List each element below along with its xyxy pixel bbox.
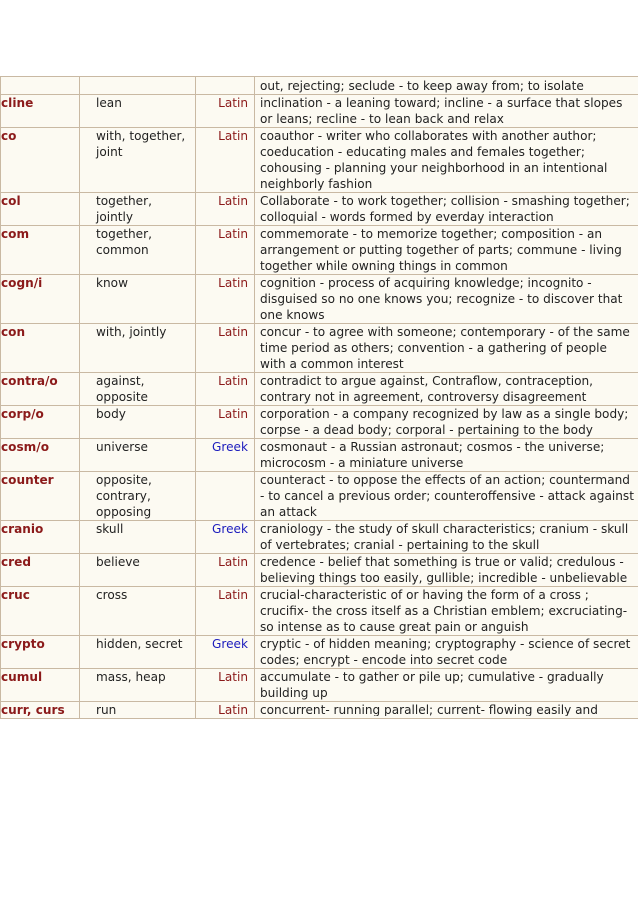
table-row	[1, 128, 638, 193]
meaning-cell: hidden, secret	[80, 636, 196, 669]
origin-cell: Greek	[196, 636, 255, 669]
origin-cell	[196, 472, 255, 521]
examples-cell: concur - to agree with someone; contemporary - of the same time period as others; convention - a gathering of people with a common interest	[255, 324, 638, 373]
meaning-cell: with, jointly	[80, 324, 196, 373]
origin-cell: Latin	[196, 669, 255, 702]
meaning-cell: lean	[80, 95, 196, 128]
root-cell: cred	[1, 554, 80, 587]
table-row	[1, 275, 638, 324]
table-row	[1, 521, 638, 554]
examples-text: concurrent- running parallel; current- flowing easily and	[260, 703, 598, 716]
table-row	[1, 669, 638, 702]
examples-cell: credence - belief that something is true or valid; credulous - believing things too easily, gullible; incredible - unbelievable	[255, 554, 638, 587]
examples-cell: corporation - a company recognized by law as a single body; corpse - a dead body; corporal - pertaining to the body	[255, 406, 638, 439]
root-cell: curr, curs	[1, 702, 80, 719]
examples-cell: contradict to argue against, Contraflow, contraception, contrary not in agreement, controversy disagreement	[255, 373, 638, 406]
origin-cell: Latin	[196, 193, 255, 226]
table-row	[1, 472, 638, 521]
meaning-cell	[80, 77, 196, 95]
examples-cell: out, rejecting; seclude - to keep away from; to isolate	[255, 77, 638, 95]
root-cell	[1, 77, 80, 95]
root-cell: cline	[1, 95, 80, 128]
table-row	[1, 95, 638, 128]
table-row	[1, 587, 638, 636]
examples-cell: cognition - process of acquiring knowledge; incognito - disguised so no one knows you; recognize - to discover that one knows	[255, 275, 638, 324]
table-row	[1, 439, 638, 472]
origin-cell: Latin	[196, 128, 255, 193]
examples-cell: craniology - the study of skull characteristics; cranium - skull of vertebrates; cranial - pertaining to the skull	[255, 521, 638, 554]
table-row	[1, 373, 638, 406]
origin-cell: Latin	[196, 554, 255, 587]
table-row	[1, 226, 638, 275]
examples-cell: coauthor - writer who collaborates with another author; coeducation - educating males and females together; cohousing - planning your neighborhood in an intentional neighborly fashion	[255, 128, 638, 193]
root-cell: co	[1, 128, 80, 193]
examples-cell: crucial-characteristic of or having the form of a cross ; crucifix- the cross itself as a Christian emblem; excruciating- so intense as to cause great pain or anguish	[255, 587, 638, 636]
origin-cell: Latin	[196, 406, 255, 439]
root-cell: com	[1, 226, 80, 275]
root-cell: cranio	[1, 521, 80, 554]
root-cell: cogn/i	[1, 275, 80, 324]
root-cell: con	[1, 324, 80, 373]
meaning-cell: universe	[80, 439, 196, 472]
examples-cell	[255, 702, 638, 719]
meaning-cell: cross	[80, 587, 196, 636]
origin-cell: Greek	[196, 521, 255, 554]
word-roots-table	[0, 76, 638, 719]
origin-cell: Latin	[196, 373, 255, 406]
table-row	[1, 636, 638, 669]
examples-cell: Collaborate - to work together; collision - smashing together; colloquial - words formed by everday interaction	[255, 193, 638, 226]
root-cell: counter	[1, 472, 80, 521]
meaning-cell: know	[80, 275, 196, 324]
table-row	[1, 193, 638, 226]
meaning-cell: run	[80, 702, 196, 719]
origin-cell: Latin	[196, 226, 255, 275]
origin-cell: Latin	[196, 324, 255, 373]
examples-cell: inclination - a leaning toward; incline - a surface that slopes or leans; recline - to lean back and relax	[255, 95, 638, 128]
root-cell: crypto	[1, 636, 80, 669]
root-cell: col	[1, 193, 80, 226]
meaning-cell: together, jointly	[80, 193, 196, 226]
origin-cell: Latin	[196, 275, 255, 324]
examples-cell: commemorate - to memorize together; composition - an arrangement or putting together of parts; commune - living together while owning things in common	[255, 226, 638, 275]
examples-cell: cosmonaut - a Russian astronaut; cosmos - the universe; microcosm - a miniature universe	[255, 439, 638, 472]
root-cell: corp/o	[1, 406, 80, 439]
table-row	[1, 77, 638, 95]
table-row	[1, 406, 638, 439]
meaning-cell: together, common	[80, 226, 196, 275]
meaning-cell: against, opposite	[80, 373, 196, 406]
examples-cell: cryptic - of hidden meaning; cryptography - science of secret codes; encrypt - encode into secret code	[255, 636, 638, 669]
origin-cell: Latin	[196, 587, 255, 636]
root-cell: cruc	[1, 587, 80, 636]
meaning-cell: mass, heap	[80, 669, 196, 702]
meaning-cell: believe	[80, 554, 196, 587]
origin-cell	[196, 77, 255, 95]
meaning-cell: opposite, contrary, opposing	[80, 472, 196, 521]
table-row	[1, 324, 638, 373]
meaning-cell: body	[80, 406, 196, 439]
examples-cell: counteract - to oppose the effects of an action; countermand - to cancel a previous order; counteroffensive - attack against an attack	[255, 472, 638, 521]
meaning-cell: skull	[80, 521, 196, 554]
examples-cell: accumulate - to gather or pile up; cumulative - gradually building up	[255, 669, 638, 702]
table-row	[1, 702, 638, 719]
origin-cell: Greek	[196, 439, 255, 472]
origin-cell: Latin	[196, 95, 255, 128]
table-row	[1, 554, 638, 587]
meaning-cell: with, together, joint	[80, 128, 196, 193]
root-cell: cosm/o	[1, 439, 80, 472]
origin-cell: Latin	[196, 702, 255, 719]
root-cell: contra/o	[1, 373, 80, 406]
root-cell: cumul	[1, 669, 80, 702]
